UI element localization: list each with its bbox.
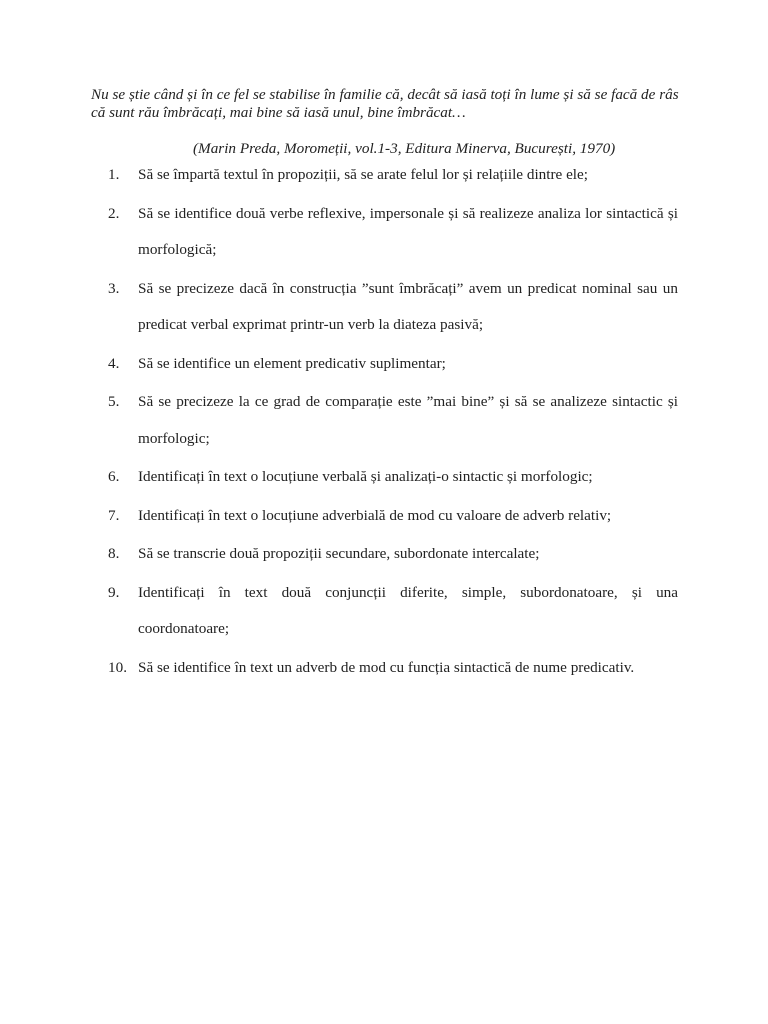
task-number: 9. — [108, 583, 120, 601]
task-text: Identificați în text o locuțiune adverbială de mod cu valoare de adverb relativ; — [138, 506, 612, 524]
list-item — [108, 196, 678, 269]
task-text: Să se identifice două verbe reflexive, impersonale și să realizeze analiza lor sintactică și morfologică; — [138, 204, 678, 258]
task-number: 1. — [108, 166, 120, 183]
task-number: 7. — [108, 506, 120, 524]
list-item — [108, 650, 678, 687]
list-item — [108, 498, 678, 535]
task-text: Să se împartă textul în propoziții, să se arate felul lor și relațiile dintre ele; — [138, 166, 588, 183]
citation: (Marin Preda, Moromeții, vol.1-3, Editura Minerva, București, 1970) — [193, 140, 616, 157]
list-item — [108, 346, 678, 383]
task-text: Să se identifice un element predicativ suplimentar; — [138, 354, 446, 372]
list-item — [108, 575, 678, 648]
list-item — [108, 271, 678, 344]
task-text: Să se precizeze la ce grad de comparație este ”mai bine” și să se analizeze sintactic și morfologic; — [138, 393, 678, 447]
task-number: 4. — [108, 354, 120, 372]
list-item — [108, 459, 678, 496]
list-item — [108, 384, 678, 457]
task-number: 6. — [108, 468, 120, 485]
list-item — [108, 536, 678, 573]
task-number: 8. — [108, 545, 120, 562]
task-text: Identificați în text o locuțiune verbală și analizați-o sintactic și morfologic; — [138, 468, 593, 485]
task-number: 5. — [108, 393, 120, 410]
task-text: Să se transcrie două propoziții secundare, subordonate intercalate; — [138, 545, 540, 562]
task-text: Să se precizeze dacă în construcția ”sunt îmbrăcați” avem un predicat nominal sau un predicat verbal exprimat printr-un verb la diateza pasivă; — [138, 279, 678, 333]
task-text: Identificați în text două conjuncții diferite, simple, subordonatoare, și una coordonatoare; — [138, 583, 678, 637]
task-number: 10. — [108, 658, 127, 676]
task-number: 2. — [108, 204, 120, 222]
task-list — [108, 157, 678, 688]
task-number: 3. — [108, 279, 120, 297]
task-text: Să se identifice în text un adverb de mod cu funcția sintactică de nume predicativ. — [138, 658, 635, 676]
list-item — [108, 157, 678, 194]
intro-quote: Nu se știe când și în ce fel se stabilise în familie că, decât să iasă toți în lume și să se facă de râs că sunt rău îmbrăcați, mai bine să iasă unul, bine îmbrăcat… — [91, 86, 679, 121]
